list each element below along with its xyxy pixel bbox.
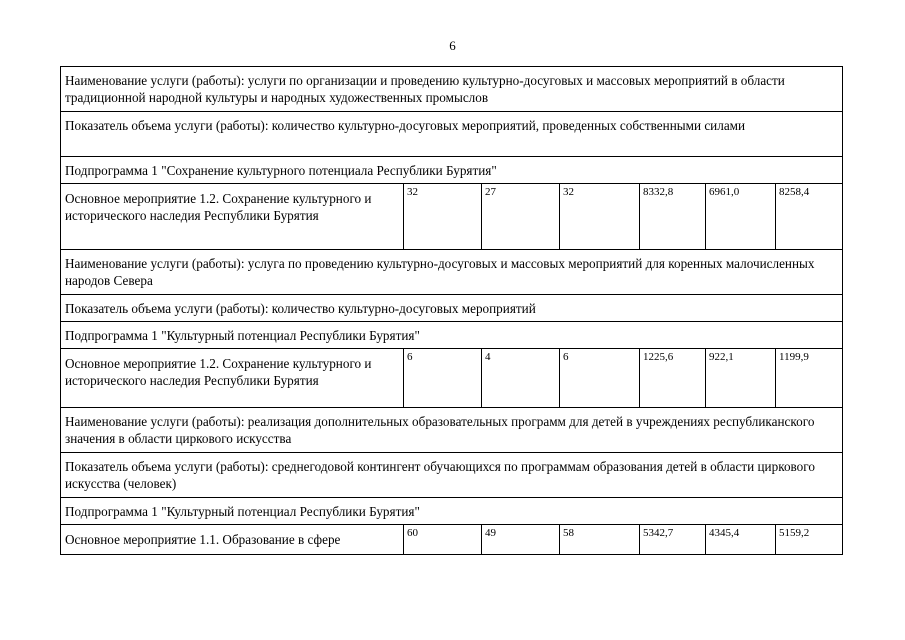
value-cell: 32 xyxy=(560,184,640,250)
value-cell: 4 xyxy=(482,349,560,408)
services-table xyxy=(60,66,843,555)
activity-name-cell: Основное мероприятие 1.2. Сохранение культурного и исторического наследия Республики Бурятия xyxy=(61,349,404,408)
value-cell: 4345,4 xyxy=(706,525,776,555)
value-cell: 6 xyxy=(560,349,640,408)
value-cell: 8258,4 xyxy=(776,184,843,250)
table-row xyxy=(61,525,843,555)
table-row xyxy=(61,250,843,295)
table-row xyxy=(61,322,843,349)
value-cell: 5342,7 xyxy=(640,525,706,555)
subprogram-cell: Подпрограмма 1 "Культурный потенциал Республики Бурятия" xyxy=(61,322,843,349)
table-body xyxy=(61,67,843,555)
table-row xyxy=(61,295,843,322)
table-row xyxy=(61,184,843,250)
service-name-cell: Наименование услуги (работы): услуги по организации и проведению культурно-досуговых и массовых мероприятий в области традиционной народной культуры и народных художественных промыслов xyxy=(61,67,843,112)
activity-name-cell: Основное мероприятие 1.1. Образование в сфере xyxy=(61,525,404,555)
value-cell: 60 xyxy=(404,525,482,555)
service-name-cell: Наименование услуги (работы): реализация дополнительных образовательных программ для детей в учреждениях республиканского значения в области циркового искусства xyxy=(61,408,843,453)
value-cell: 58 xyxy=(560,525,640,555)
table-row xyxy=(61,157,843,184)
table-row xyxy=(61,408,843,453)
table-row xyxy=(61,349,843,408)
table-row xyxy=(61,112,843,157)
volume-indicator-cell: Показатель объема услуги (работы): среднегодовой контингент обучающихся по программам образования детей в области циркового искусства (человек) xyxy=(61,453,843,498)
table-row xyxy=(61,498,843,525)
subprogram-cell: Подпрограмма 1 "Культурный потенциал Республики Бурятия" xyxy=(61,498,843,525)
value-cell: 6 xyxy=(404,349,482,408)
value-cell: 1225,6 xyxy=(640,349,706,408)
value-cell: 922,1 xyxy=(706,349,776,408)
value-cell: 6961,0 xyxy=(706,184,776,250)
value-cell: 49 xyxy=(482,525,560,555)
page-number: 6 xyxy=(449,38,456,53)
activity-name-cell: Основное мероприятие 1.2. Сохранение культурного и исторического наследия Республики Бурятия xyxy=(61,184,404,250)
subprogram-cell: Подпрограмма 1 "Сохранение культурного потенциала Республики Бурятия" xyxy=(61,157,843,184)
table-row xyxy=(61,453,843,498)
value-cell: 27 xyxy=(482,184,560,250)
value-cell: 8332,8 xyxy=(640,184,706,250)
volume-indicator-cell: Показатель объема услуги (работы): количество культурно-досуговых мероприятий, проведенных собственными силами xyxy=(61,112,843,157)
value-cell: 5159,2 xyxy=(776,525,843,555)
volume-indicator-cell: Показатель объема услуги (работы): количество культурно-досуговых мероприятий xyxy=(61,295,843,322)
value-cell: 1199,9 xyxy=(776,349,843,408)
service-name-cell: Наименование услуги (работы): услуга по проведению культурно-досуговых и массовых мероприятий для коренных малочисленных народов Севера xyxy=(61,250,843,295)
value-cell: 32 xyxy=(404,184,482,250)
table-row xyxy=(61,67,843,112)
